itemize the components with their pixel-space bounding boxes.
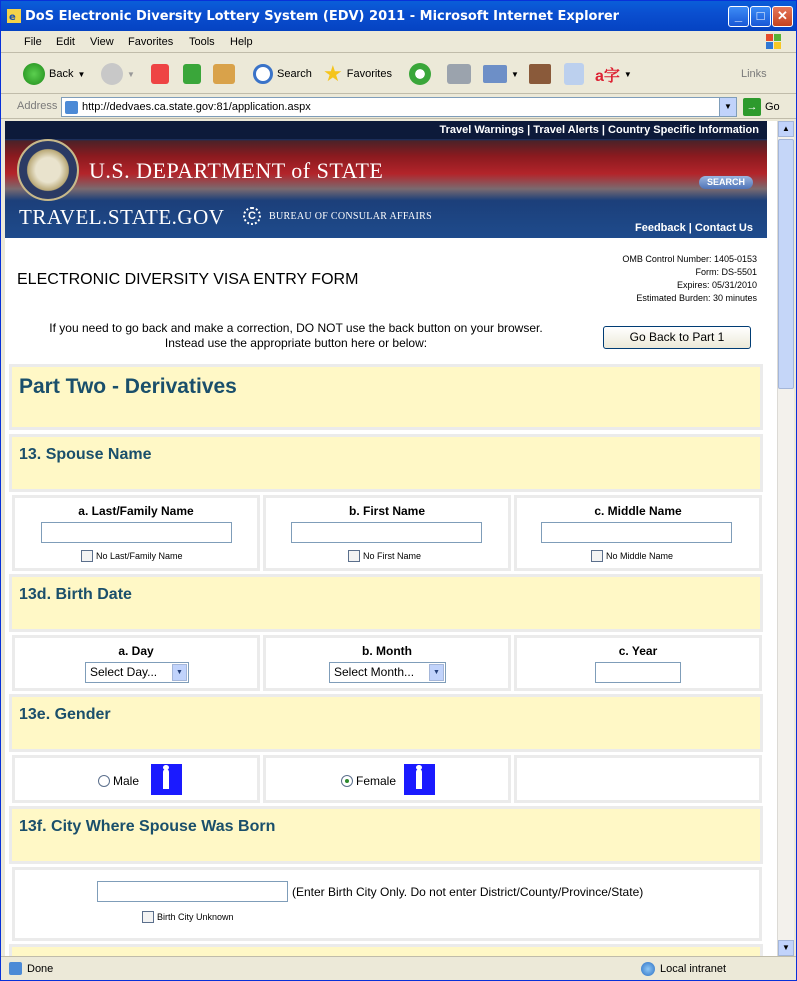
scroll-thumb[interactable] xyxy=(778,139,794,389)
menu-favorites[interactable]: Favorites xyxy=(128,36,174,48)
birth-city-hint: (Enter Birth City Only. Do not enter District/County/Province/State) xyxy=(292,885,644,899)
edit-button[interactable]: ▼ xyxy=(483,61,519,87)
city-cell xyxy=(12,867,762,941)
svg-text:e: e xyxy=(9,12,16,23)
last-name-input[interactable] xyxy=(41,522,232,543)
female-cell xyxy=(263,755,511,803)
menu-view[interactable]: View xyxy=(90,36,114,48)
male-icon xyxy=(151,764,182,795)
back-button[interactable]: Back ▼ xyxy=(23,61,85,87)
state-dept-banner xyxy=(5,121,767,238)
top-nav-links[interactable]: Travel Warnings | Travel Alerts | Country Specific Information xyxy=(5,121,767,139)
state-seal-logo xyxy=(17,139,79,201)
menu-tools[interactable]: Tools xyxy=(189,36,215,48)
menu-bar xyxy=(1,31,796,53)
birth-date-section xyxy=(9,574,763,632)
birth-heading: 13d. Birth Date xyxy=(19,586,132,603)
go-button[interactable]: → Go xyxy=(743,98,780,116)
first-name-input[interactable] xyxy=(291,522,482,543)
banner-search-button[interactable]: SEARCH xyxy=(699,176,753,189)
translate-button[interactable]: a字 ▼ xyxy=(595,61,632,87)
part-title: Part Two - Derivatives xyxy=(19,375,237,398)
last-name-label: a. Last/Family Name xyxy=(78,504,194,518)
form-header xyxy=(5,241,767,311)
page-viewport xyxy=(5,121,777,956)
male-radio[interactable]: Male xyxy=(98,774,139,788)
stop-icon xyxy=(151,64,169,84)
female-radio[interactable]: Female xyxy=(341,774,396,788)
department-title: U.S. DEPARTMENT of STATE xyxy=(89,158,384,183)
day-select[interactable]: Select Day... ▼ xyxy=(85,662,189,683)
search-button[interactable]: Search xyxy=(253,61,312,87)
security-zone: Local intranet xyxy=(641,962,726,976)
birth-city-input[interactable] xyxy=(97,881,288,902)
ie-icon xyxy=(7,9,21,23)
close-button[interactable]: ✕ xyxy=(772,6,793,27)
form-title: ELECTRONIC DIVERSITY VISA ENTRY FORM xyxy=(17,271,359,288)
scroll-down-icon[interactable]: ▼ xyxy=(778,940,794,956)
home-icon xyxy=(213,64,235,84)
month-select[interactable]: Select Month... ▼ xyxy=(329,662,446,683)
page-status-icon xyxy=(9,962,22,975)
vertical-scrollbar[interactable] xyxy=(777,121,794,956)
male-cell xyxy=(12,755,260,803)
stop-button[interactable] xyxy=(151,61,169,87)
maximize-button[interactable]: □ xyxy=(750,6,771,27)
print-button[interactable] xyxy=(447,61,471,87)
gender-heading: 13e. Gender xyxy=(19,706,111,723)
chevron-down-icon: ▼ xyxy=(172,664,187,681)
menu-edit[interactable]: Edit xyxy=(56,36,75,48)
city-section xyxy=(9,806,763,864)
favorites-button[interactable]: ★ Favorites xyxy=(323,61,392,86)
go-arrow-icon: → xyxy=(743,98,761,116)
year-cell xyxy=(514,635,762,691)
intranet-icon xyxy=(641,962,655,976)
scroll-up-icon[interactable]: ▲ xyxy=(778,121,794,137)
year-input[interactable] xyxy=(595,662,681,683)
back-note: If you need to go back and make a correction, DO NOT use the back button on your browser. Instead use the appropriate button here or below: xyxy=(49,321,543,350)
middle-name-input[interactable] xyxy=(541,522,732,543)
magnifier-icon xyxy=(564,63,584,85)
history-button[interactable] xyxy=(409,61,431,87)
books-icon xyxy=(529,64,551,84)
history-icon xyxy=(409,63,431,85)
gender-empty-cell xyxy=(514,755,762,803)
spouse-heading: 13. Spouse Name xyxy=(19,446,152,463)
female-icon xyxy=(404,764,435,795)
star-icon: ★ xyxy=(323,61,343,86)
no-first-name-checkbox[interactable]: No First Name xyxy=(348,550,421,562)
toolbar xyxy=(1,54,796,94)
part-two-section xyxy=(9,364,763,430)
links-button[interactable]: Links xyxy=(741,68,767,80)
spouse-name-section xyxy=(9,434,763,492)
go-back-part1-button[interactable]: Go Back to Part 1 xyxy=(603,326,751,349)
first-name-label: b. First Name xyxy=(348,504,426,518)
no-last-name-checkbox[interactable]: No Last/Family Name xyxy=(81,550,183,562)
edit-icon xyxy=(483,65,507,83)
home-button[interactable] xyxy=(213,61,235,87)
translate-icon: a字 xyxy=(595,67,620,85)
back-arrow-icon xyxy=(23,63,45,85)
chevron-down-icon: ▼ xyxy=(429,664,444,681)
minimize-button[interactable]: _ xyxy=(728,6,749,27)
windows-logo-icon xyxy=(765,33,783,51)
site-name[interactable]: TRAVEL.STATE.GOV xyxy=(19,205,225,229)
forward-button[interactable]: ▼ xyxy=(101,61,135,87)
consular-logo-icon: C xyxy=(243,207,261,225)
forward-arrow-icon xyxy=(101,63,123,85)
middle-name-label: c. Middle Name xyxy=(594,504,682,518)
title-bar xyxy=(1,1,796,31)
menu-help[interactable]: Help xyxy=(230,36,253,48)
status-bar xyxy=(1,956,796,980)
last-name-cell xyxy=(12,495,260,571)
next-section-partial xyxy=(9,944,763,956)
status-done: Done xyxy=(9,962,53,975)
day-label: a. Day xyxy=(118,644,154,658)
no-middle-name-checkbox[interactable]: No Middle Name xyxy=(591,550,673,562)
page-icon xyxy=(65,101,78,114)
gender-section xyxy=(9,694,763,752)
year-label: c. Year xyxy=(618,644,658,658)
menu-file[interactable]: File xyxy=(24,36,42,48)
research-button[interactable] xyxy=(529,61,551,87)
refresh-icon xyxy=(183,64,201,84)
address-url: http://dedvaes.ca.state.gov:81/application.aspx xyxy=(82,101,311,113)
month-label: b. Month xyxy=(362,644,412,658)
search-icon xyxy=(253,64,273,84)
month-cell xyxy=(263,635,511,691)
city-heading: 13f. City Where Spouse Was Born xyxy=(19,818,276,835)
messenger-button[interactable] xyxy=(564,61,584,87)
first-name-cell xyxy=(263,495,511,571)
omb-info: OMB Control Number: 1405-0153 Form: DS-5501 Expires: 05/31/2010 Estimated Burden: 30 minutes xyxy=(622,254,757,303)
printer-icon xyxy=(447,64,471,84)
middle-name-cell xyxy=(514,495,762,571)
day-cell xyxy=(12,635,260,691)
refresh-button[interactable] xyxy=(183,61,201,87)
birth-city-unknown-checkbox[interactable]: Birth City Unknown xyxy=(142,911,234,923)
bureau-name: BUREAU OF CONSULAR AFFAIRS xyxy=(269,211,432,222)
address-input[interactable] xyxy=(61,97,737,117)
address-dropdown-icon[interactable]: ▼ xyxy=(719,98,736,116)
address-label: Address xyxy=(17,100,58,112)
address-bar xyxy=(1,95,796,119)
feedback-links[interactable]: Feedback | Contact Us xyxy=(635,222,753,234)
window-title: DoS Electronic Diversity Lottery System (EDV) 2011 - Microsoft Internet Explorer xyxy=(25,9,620,24)
